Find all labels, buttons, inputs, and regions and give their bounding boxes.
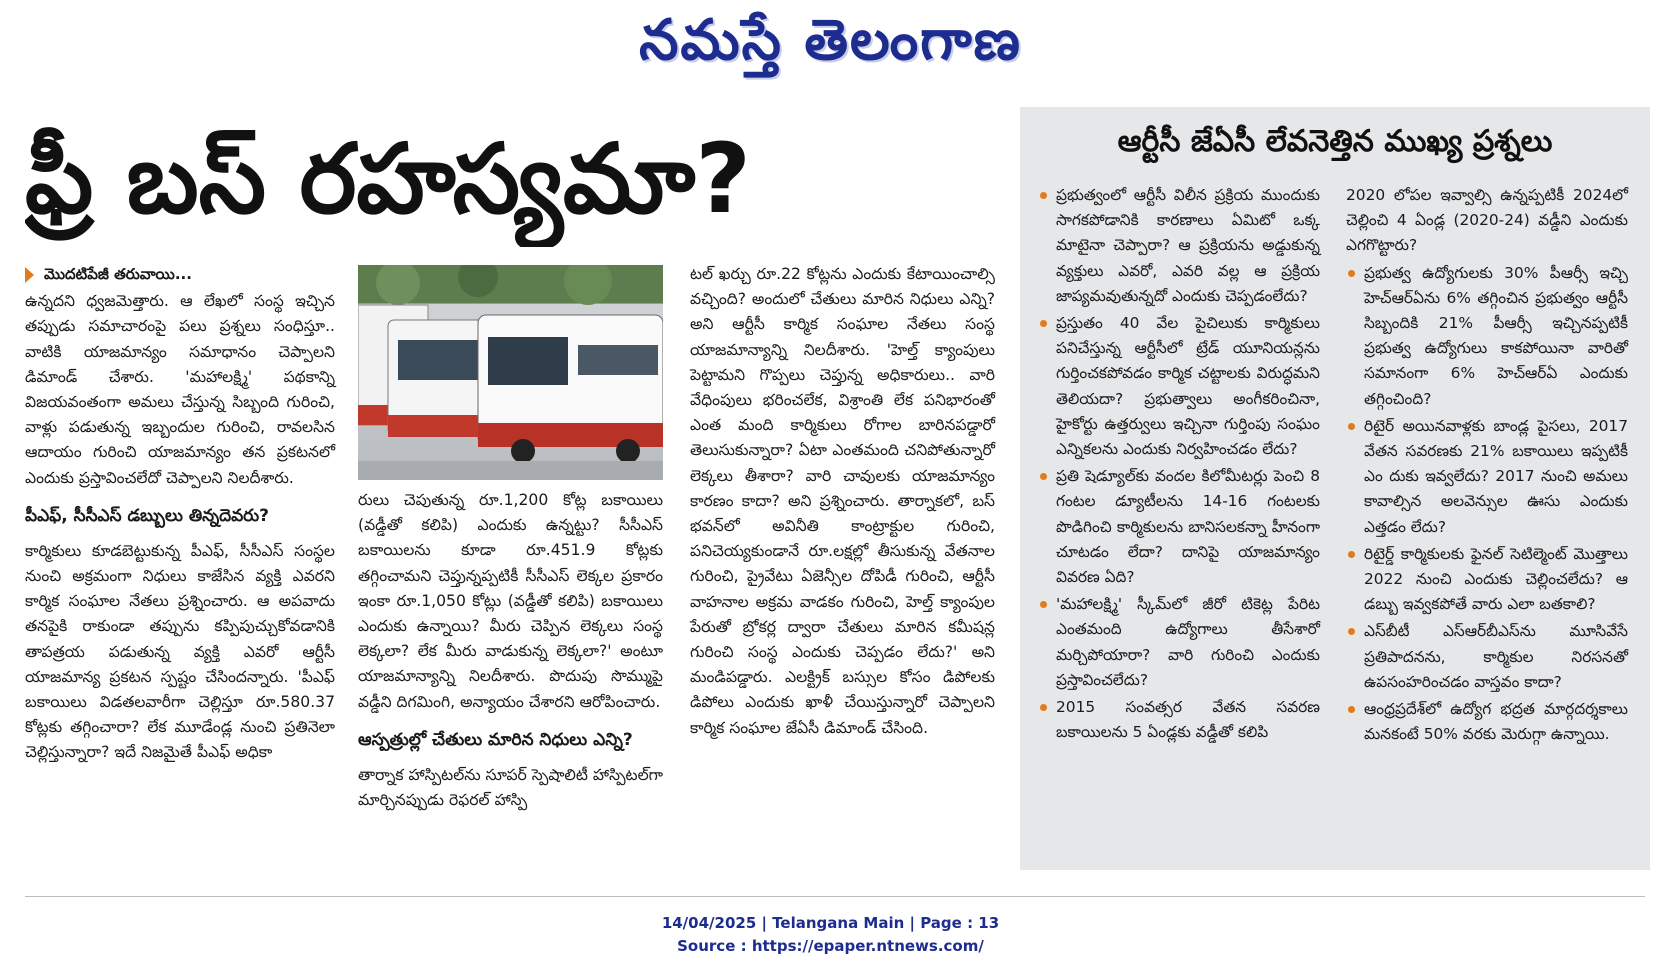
article-column-3	[690, 262, 995, 741]
bullet-icon	[1040, 320, 1047, 327]
questions-column-2	[1346, 183, 1628, 749]
continuation-kicker	[25, 262, 335, 287]
question-item: ప్రభుత్వంలో ఆర్టీసీ విలీన ప్రక్రియ ముందుకు సాగకపోడానికి కారణాలు ఏమిటో ఒక్క మాటైనా చెప్పారా? ఆ ప్రక్రియను అడ్డుకున్న వ్యక్తులు ఎవరో, ఎవరి వల్ల ఆ ప్రక్రియ జాప్యమవుతున్నదో ఎందుకు చెప్పడంలేదు?	[1038, 183, 1320, 309]
bullet-icon	[1040, 704, 1047, 711]
newspaper-logo: నమస్తే తెలంగాణ	[639, 8, 1022, 73]
key-questions-box	[1020, 107, 1650, 870]
bullet-icon	[1348, 423, 1355, 430]
bullet-icon	[1040, 192, 1047, 199]
question-item: ఎస్‌బీటీ ఎస్‌ఆర్‌బీఎస్‌ను మూసివేసే ప్రతిపాదనను, కార్మికుల నిరసనతో ఉపసంహరించడం వాస్తవం కాదా?	[1346, 619, 1628, 695]
question-item: రిటైర్డ్ కార్మికులకు ఫైనల్ సెటిల్మెంట్ మొత్తాలు 2022 నుంచి ఎందుకు చెల్లించలేదు? ఆ డబ్బు ఇవ్వకపోతే వారు ఎలా బతకాలి?	[1346, 542, 1628, 618]
box-title: ఆర్టీసీ జేఏసీ లేవనెత్తిన ముఖ్య ప్రశ్నలు	[1117, 124, 1553, 159]
article-paragraph: తార్నాక హాస్పిటల్‌ను సూపర్ స్పెషాలిటీ హాస్పిటల్‌గా మార్చినప్పుడు రెఫరల్ హాస్పి	[358, 765, 663, 810]
question-item: ప్రస్తుతం 40 వేల పైచిలుకు కార్మికులు పనిచేస్తున్న ఆర్టీసీలో ట్రేడ్ యూనియన్లను గుర్తించకపోవడం కార్మిక చట్టాలకు విరుద్ధమని తెలియదా? ప్రభుత్వాలు అంగీకరించినా, హైకోర్టు ఉత్తర్వులు ఇచ్చినా గుర్తింపు సంఘం ఎన్నికలను ఎందుకు నిర్వహించడం లేదు?	[1038, 311, 1320, 462]
bullet-icon	[1040, 601, 1047, 608]
bullet-icon	[1348, 628, 1355, 635]
question-item: రిటైర్ అయినవాళ్లకు బాండ్ల పైసలు, 2017 వేతన సవరణకు 21% బకాయిలు ఇప్పటికీ ఎం దుకు ఇవ్వలేదు? 2017 నుంచి అమలు కావాల్సిన అలవెన్సుల ఊసు ఎందుకు ఎత్తడం లేదు?	[1346, 414, 1628, 540]
question-item: 2015 సంవత్సర వేతన సవరణ బకాయిలను 5 ఏండ్లకు వడ్డీతో కలిపి	[1038, 695, 1320, 745]
footer-edition-info: 14/04/2025 | Telangana Main | Page : 13	[661, 914, 1000, 932]
bullet-icon	[1348, 270, 1355, 277]
bullet-icon	[1348, 706, 1355, 713]
bullet-icon	[1040, 473, 1047, 480]
chevron-right-icon	[25, 267, 34, 283]
article-column-2	[358, 488, 663, 813]
article-paragraph: ఉన్నదని ధ్వజమెత్తారు. ఆ లేఖలో సంస్థ ఇచ్చిన తప్పుడు సమాచారంపై పలు ప్రశ్నలు సంధిస్తూ.. వాటికి యాజమాన్యం సమాధానం చెప్పాలని డిమాండ్ చేశారు. 'మహాలక్ష్మి' పథకాన్ని విజయవంతంగా అమలు చేస్తున్న సిబ్బంది గురించి, వాళ్లు పడుతున్న ఇబ్బందుల గురించి, రావలసిన ఆదాయం గురించి యాజమాన్యం తన ప్రకటనలో ఎందుకు ప్రస్తావించలేదో చెప్పాలని నిలదీశారు.	[25, 292, 335, 487]
bus-icon	[358, 265, 663, 480]
article-paragraph: టల్ ఖర్చు రూ.22 కోట్లను ఎందుకు కేటాయించాల్సి వచ్చింది? అందులో చేతులు మారిన నిధులు ఎన్ని? అని ఆర్టీసీ కార్మిక సంఘాల నేతలు సంస్థ యాజమాన్యాన్ని నిలదీశారు. 'హెల్త్ క్యాంపులు పెట్టామని గొప్పలు చెప్తున్న అధికారులు.. వారి వేధింపులు భరించలేక, విశ్రాంతి లేక పనిభారంతో ఎంత మంది కార్మికులు రోగాల బారినపడ్డారో తెలుసుకున్నారా? ఏటా ఎంతమంది చనిపోతున్నారో లెక్కలు తీశారా? వారి చావులకు యాజమాన్యం కారణం కాదా? అని ప్రశ్నించారు. తార్నాకలో, బస్ భవన్‌లో అవినీతి కాంట్రాక్టుల గురించి, పనిచెయ్యకుండానే రూ.లక్షల్లో తీసుకున్న వేతనాల గురించి, ప్రైవేటు ఏజెన్సీల దోపిడీ గురించి, ఆర్టీసీ వాహనాల అక్రమ వాడకం గురించి, హెల్త్ క్యాంపుల పేరుతో బ్రోకర్ల ద్వారా చేతులు మారిన కమీషన్ల గురించి సంస్థ ఎందుకు చెప్పడం లేదు?' అని మండిపడ్డారు. ఎలక్ట్రిక్ బస్సుల కోసం డిపోలకు డిపోలు ఎందుకు ఖాళీ చేయిస్తున్నారో చెప్పాలని కార్మిక సంఘాల జేఏసీ డిమాండ్ చేసింది.	[690, 265, 995, 737]
footer-source-link[interactable]: Source : https://epaper.ntnews.com/	[677, 937, 984, 955]
bus-depot-photo	[358, 265, 663, 480]
kicker-label: మొదటిపేజీ తరువాయి...	[44, 265, 192, 283]
headline: ఫ్రీ బస్ రహస్యమా?	[25, 123, 751, 235]
footer-divider	[25, 896, 1645, 897]
article-column-1	[25, 262, 335, 766]
subheading: ఆస్పత్రుల్లో చేతులు మారిన నిధులు ఎన్ని?	[358, 729, 633, 750]
subheading: పీఎఫ్, సీసీఎస్ డబ్బులు తిన్నదెవరు?	[25, 505, 270, 526]
article-paragraph: కార్మికులు కూడబెట్టుకున్న పీఎఫ్, సీసీఎస్ సంస్థల నుంచి అక్రమంగా నిధులు కాజేసిన వ్యక్తి ఎవరని కార్మిక సంఘాల నేతలు ప్రశ్నించారు. ఆ అపవాదు తనపైకి రాకుండా తప్పును కప్పిపుచ్చుకోవడానికి తాపత్రయ పడుతున్న వ్యక్తి ఎవరో ఆర్టీసీ యాజమాన్య ప్రకటన స్పష్టం చేసిందన్నారు. 'పీఎఫ్ బకాయిలు విడతలవారీగా చెల్లిస్తూ రూ.580.37 కోట్లకు తగ్గించారా? లేక మూడేండ్ల నుంచి ప్రతినెలా చెల్లిస్తున్నారా? ఇదే నిజమైతే పీఎఫ్ అధికా	[25, 541, 335, 762]
masthead	[0, 0, 1661, 92]
question-continuation: 2020 లోపల ఇవ్వాల్సి ఉన్నప్పటికీ 2024లో చెల్లించి 4 ఏండ్ల (2020-24) వడ్డీని ఎందుకు ఎగగొట్టారు?	[1346, 186, 1628, 255]
questions-column-1	[1038, 183, 1320, 747]
question-item: 'మహాలక్ష్మి' స్కీమ్‌లో జీరో టికెట్ల పేరిట ఎంతమంది ఉద్యోగాలు తీసేశారో మర్చిపోయారా? వారి గురించి ఎందుకు ప్రస్తావించలేదు?	[1038, 592, 1320, 693]
question-item: ప్రతి షెడ్యూల్‌కు వందల కిలోమీటర్లు పెంచి 8 గంటల డ్యూటీలను 14-16 గంటలకు పొడిగించి కార్మికులను బానిసలకన్నా హీనంగా చూటడం లేదా? దానిపై యాజమాన్యం వివరణ ఏది?	[1038, 464, 1320, 590]
article-paragraph: రులు చెపుతున్న రూ.1,200 కోట్ల బకాయిలు (వడ్డీతో కలిపి) ఎందుకు ఉన్నట్టు? సీసీఎస్ బకాయిలను కూడా రూ.451.9 కోట్లకు తగ్గించామని చెప్తున్నప్పటికీ సీసీఎస్ లెక్కల ప్రకారం ఇంకా రూ.1,050 కోట్లు (వడ్డీతో కలిపి) బకాయిలు ఎందుకు ఉన్నాయి? మీరు చెప్పిన లెక్కలు సంస్థ లెక్కలా? లేక మీరు వాడుకున్న లెక్కలా?' అంటూ యాజమాన్యాన్ని నిలదీశారు. పొదుపు సొమ్ముపై వడ్డీని దిగమింగి, అన్యాయం చేశారని ఆరోపించారు.	[358, 491, 663, 711]
question-item: ఆంధ్రప్రదేశ్‌లో ఉద్యోగ భద్రత మార్గదర్శకాలు మనకంటే 50% వరకు మెరుగ్గా ఉన్నాయి.	[1346, 697, 1628, 747]
question-item: ప్రభుత్వ ఉద్యోగులకు 30% పీఆర్సీ ఇచ్చి హెచ్‌ఆర్‌ఏను 6% తగ్గించిన ప్రభుత్వం ఆర్టీసీ సిబ్బందికి 21% పీఆర్సీ ఇచ్చినప్పటికీ ప్రభుత్వ ఉద్యోగులు కాకపోయినా వారితో సమానంగా 6% హెచ్‌ఆర్‌ఏ ఎందుకు తగ్గించింది?	[1346, 261, 1628, 412]
bullet-icon	[1348, 551, 1355, 558]
